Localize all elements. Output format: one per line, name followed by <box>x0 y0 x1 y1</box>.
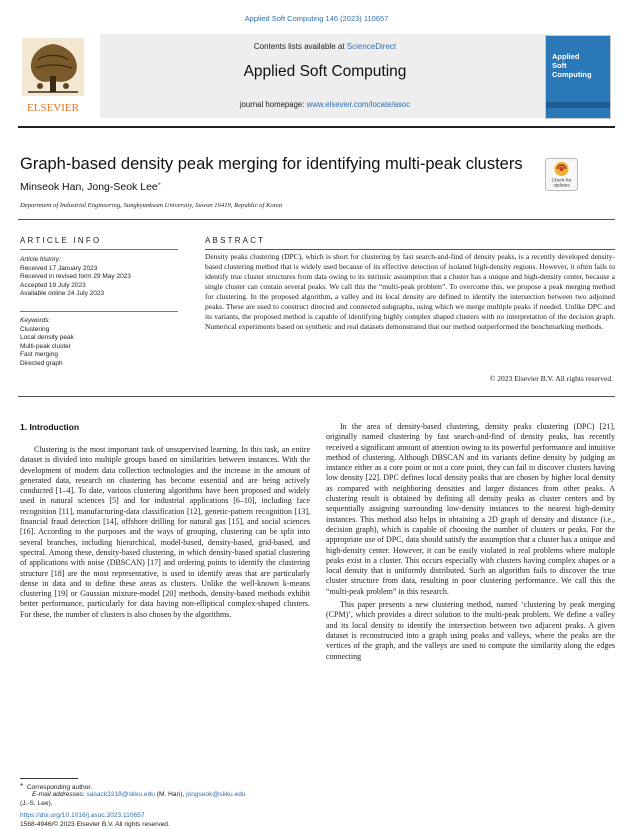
journal-header <box>18 34 615 121</box>
journal-banner <box>100 34 550 118</box>
keyword: Local density peak <box>20 334 74 341</box>
elsevier-tree-logo <box>18 36 88 116</box>
cover-title: Applied Soft Computing <box>552 52 592 79</box>
corresponding-author-mark[interactable]: * <box>157 181 161 190</box>
left-column <box>20 445 310 623</box>
history-revised: Received in revised form 29 May 2023 <box>20 273 131 280</box>
affiliation: Department of Industrial Engineering, Sungkyunkwan University, Suwon 16419, Republic of Korea <box>20 202 283 209</box>
elsevier-wordmark: ELSEVIER <box>27 102 79 114</box>
contents-line: Contents lists available at ScienceDirect <box>253 42 397 51</box>
email-owner: (J.-S. Lee). <box>20 800 53 807</box>
abstract-heading: ABSTRACT <box>205 236 266 245</box>
history-accepted: Accepted 19 July 2023 <box>20 281 86 289</box>
right-column <box>326 422 615 665</box>
introduction-heading: 1. Introduction <box>20 422 80 432</box>
svg-text:updates: updates <box>553 182 570 188</box>
sciencedirect-link[interactable]: ScienceDirect <box>346 42 397 51</box>
paper-title: Graph-based density peak merging for identifying multi-peak clusters <box>20 155 523 173</box>
article-history: Article history: Received 17 January 2023 Received in revised form 29 May 2023 Accepted 19 July 2023 Available online 24 July 2023 <box>20 256 190 299</box>
homepage-line: journal homepage: www.elsevier.com/locate/asoc <box>239 100 411 109</box>
doi-link[interactable]: https://doi.org/10.1016/j.asoc.2023.110657 <box>20 812 145 819</box>
check-for-updates-badge[interactable] <box>545 158 578 191</box>
intro-paragraph: This paper presents a new clustering method, named ‘clustering by peak merging (CPM)’, which provides a direct solution to the multi-peak problem. We define a valley and its local density to identify the intersection between two adjacent peaks. A given dataset is reconstructed into a graph using peaks and valleys, where the peaks are the vertices of the graph, and the valleys are used to compute the similarity along the edges connecting <box>326 600 615 661</box>
keyword: Directed graph <box>20 359 63 367</box>
cover-stripe <box>546 102 610 108</box>
intro-paragraph: Clustering is the most important task of unsupervised learning. In this task, an entire dataset is divided into multiple groups based on similarities between instances. With the development of modern data collection technologies and the increase in the amount of generated data, research on clustering has become essential and are being actively conducted [1–4]. To date, various clustering algorithms have been proposed and widely used in natural sciences [5] and for industrial applications [6–10], including face recognition [11], manufacturing-data classification [12], genetic-pattern recognition [13], financial fraud detection [14], offshore drilling for natural gas [15], and social sciences [16]. According to the purposes and the ways of grouping, clustering can be split into several branches, including hierarchical, model-based, density-based, grid-based, and spectral. Among these, density-based clustering, in which density-based spatial clustering of applications with noise (DBSCAN) [17] and ordering points to identify the clustering structure [18] are the most representative, is used to identify areas that are particularly dense in data and to define these areas as clusters. Unlike the well-known k-means clustering [19] or Gaussian mixture-model [20] methods, density-based methods exhibit better performance, particularly for data having non-elliptical complex-shaped clusters. For these, the number of clusters is also chosen by the algorithms. <box>20 445 310 619</box>
article-info-rule <box>20 249 178 250</box>
homepage-link[interactable]: www.elsevier.com/locate/asoc <box>306 100 411 109</box>
abstract-copyright: © 2023 Elsevier B.V. All rights reserved. <box>489 374 613 383</box>
keyword: Clustering <box>20 325 50 333</box>
author-list: Minseok Han, Jong-Seok Lee* <box>20 181 161 193</box>
journal-title: Applied Soft Computing <box>243 63 407 80</box>
footnote-rule <box>20 778 78 779</box>
title-rule <box>18 219 615 220</box>
header-rule <box>18 126 615 128</box>
journal-reference[interactable]: Applied Soft Computing 146 (2023) 110657 <box>244 14 389 23</box>
svg-text:Check for: Check for <box>551 177 572 183</box>
issn-line: 1568-4946/© 2023 Elsevier B.V. All rights reserved. <box>20 821 170 828</box>
abstract-text: Density peaks clustering (DPC), which is short for clustering by fast search-and-find of density peaks, is a recently developed density-based clustering method that is widely used because of its effective detection of isolated high-density regions. However, it often fails to identify true cluster structures from data owing to its intrinsic assumption that a cluster has a unique and high-density center, because a single cluster can contain several peaks. We call this the “multi-peak problem”. To overcome this, we propose a peak merging method for clustering. In the proposed algorithm, a valley and its local density are defined to identify the intersection between two adjoined peaks. These are used to construct directed and connected subgraphs, using which we merge multiple peaks if needed. Unlike DPC and its variants, the proposed method is capable of identifying highly complex shaped clusters with no interpretation of the decision graph. Numerical experiments based on synthetic and real datasets demonstrated that our method outperformed the benchmarking methods. <box>205 252 615 331</box>
keywords-list: Keywords: Clustering Local density peak Multi-peak cluster Fast merging Directed graph <box>20 317 190 368</box>
keywords-rule <box>20 311 178 312</box>
keyword: Fast merging <box>20 351 58 358</box>
keyword: Multi-peak cluster <box>20 342 71 350</box>
email-link[interactable]: sasack3218@skku.edu <box>86 791 155 798</box>
intro-paragraph: In the area of density-based clustering, density peaks clustering (DPC) [21], originally named clustering by fast search-and-find of density peaks, has recently received a significant amount of attention owing to its powerful performance and intuitive method of clustering. Although DBSCAN and its variants define density by judging an instance either as a core point or not a core point, they can fail to discover clusters having low density [22]. DPC defines local density peaks that are chosen by higher local density as compared with neighboring densities and larger distances from other peaks. A clustering result is obtained by defining all density peaks as cluster centers and by sequentially assigning surrounding low-density instances to the nearest high-density instances. This method also helps in obtaining a 2D graph of density and distance (i.e., decision graph), which is capable of choosing the number of clusters or peaks. For the appropriate use of DPC, data should satisfy the assumption that a cluster has a unique and high-density center. However, it can be easily violated in real problems where multiple peaks exist in a cluster. This occurs especially with clusters having complex shapes or a local density that is uniformly distributed. Such an algorithm fails to discover the true cluster structure from data, resulting in poor clustering performance. We call this the “multi-peak problem” in this research. <box>326 422 615 596</box>
history-online: Available online 24 July 2023 <box>20 290 105 297</box>
front-matter-rule <box>18 396 615 397</box>
history-received: Received 17 January 2023 <box>20 264 98 272</box>
email-link[interactable]: jongseok@skku.edu <box>186 791 246 798</box>
check-updates-icon <box>545 158 578 191</box>
abstract-rule <box>205 249 615 250</box>
corresponding-footnote: * Corresponding author. <box>20 782 93 791</box>
journal-cover-image <box>545 35 611 119</box>
email-footnote: E-mail addresses: sasack3218@skku.edu (M. Han), jongseok@skku.edu <box>32 791 246 798</box>
article-info-heading: ARTICLE INFO <box>20 236 102 245</box>
